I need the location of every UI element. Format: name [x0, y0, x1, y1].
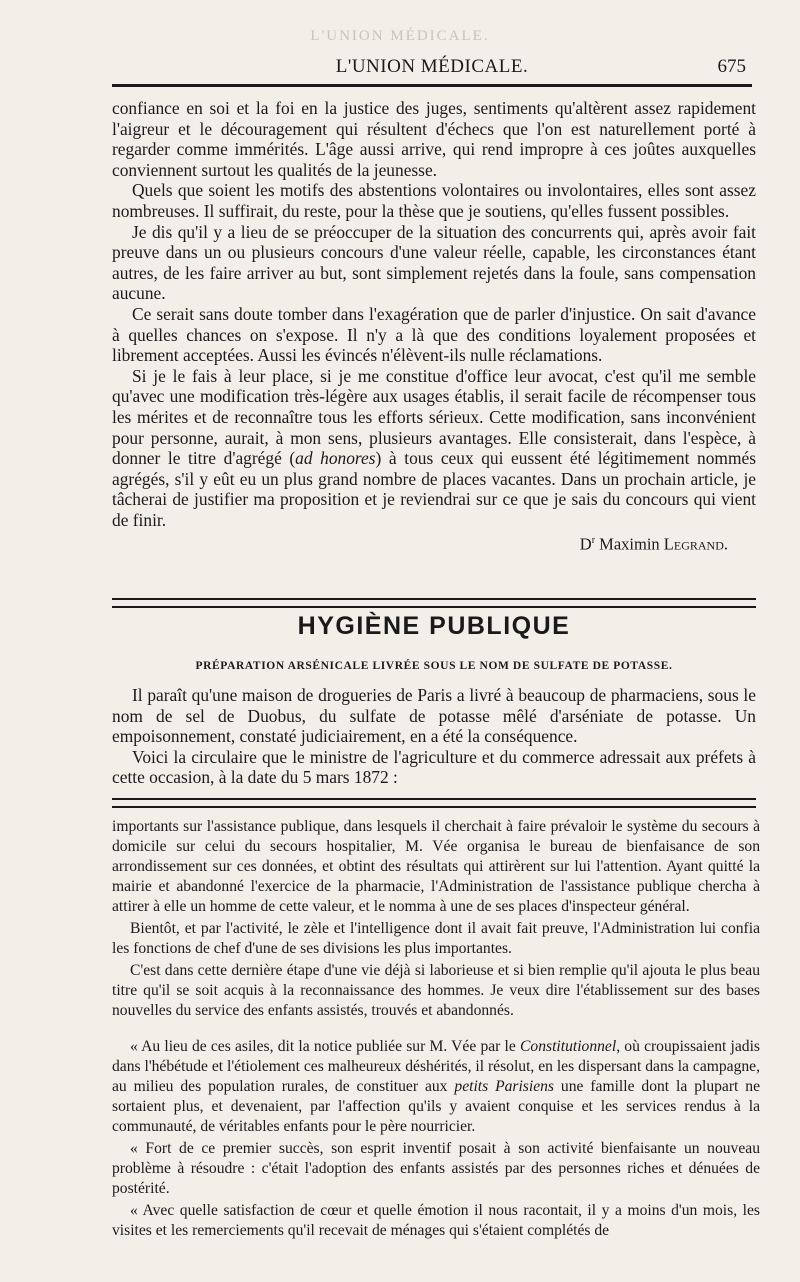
section-divider [112, 598, 756, 608]
running-header [112, 56, 752, 87]
author-signature [112, 531, 728, 555]
italic-phrase: petits Parisiens [454, 1078, 554, 1095]
paragraph-text: ) à tous ceux qui eussent été légitimement nommés agrégés, s'il y eût eu un plus grand nombre de places vacantes. Dans un prochain article, je tâcherai de justifier ma proposition et je reviendrai sur ce que je sais du concours qui vient de finir. [112, 448, 756, 530]
paragraph-text: Si je le fais à leur place, si je me constitue d'office leur avocat, c'est qu'il me semble qu'avec une modification très-légère aux usages établis, il serait facile de récompenser tous les mérites et de reconnaître tous les efforts sérieux. Cette modification, sans inconvénient pour personne, aurait, à mon sens, plusieurs avantages. Elle consisterait, dans l'espèce, à donner le titre d'agrégé ( [112, 365, 756, 469]
signature-title: D [579, 534, 592, 554]
article-continuation [112, 98, 756, 556]
section-subtitle: PRÉPARATION ARSÉNICALE LIVRÉE SOUS LE NOM DE SULFATE DE POTASSE. [195, 660, 673, 672]
feuilleton-text [112, 817, 760, 1243]
paragraph: Il paraît qu'une maison de drogueries de Paris a livré à beaucoup de pharmaciens, sous le nom de sel de Duobus, du sulfate de potasse mêlé d'arséniate de potasse. Un empoisonnement, constaté judiciairement, en a été la conséquence. [112, 685, 756, 747]
paragraph: Quels que soient les motifs des abstentions volontaires ou involontaires, elles sont assez nombreuses. Il suffirait, du reste, pour la thèse que je soutiens, qu'elles fussent possibles. [112, 180, 756, 221]
quote-text: une famille dont la plupart ne sortaient plus, et devenaient, par l'affection qu'ils y avaient conquise et les services rendus à la communauté, de véritables enfants pour le père nourricier. [112, 1078, 761, 1135]
quotation [112, 1037, 760, 1137]
paragraph: Je dis qu'il y a lieu de se préoccuper de la situation des concurrents qui, après avoir fait preuve dans un ou plusieurs concours d'une valeur réelle, capable, les circonstances étant autres, de les faire arriver au but, sont simplement rejetés dans la foule, sans compensation aucune. [112, 221, 756, 304]
quotation: « Avec quelle satisfaction de cœur et quelle émotion il nous racontait, il y a moins d'un mois, les visites et les remerciements qu'il recevait de ménages qui s'étaient complétés de [112, 1202, 760, 1239]
paragraph: Ce serait sans doute tomber dans l'exagération que de parler d'injustice. On sait d'avance à quelles chances on s'expose. Il n'y a là que des conditions loyalement proposées et librement acceptées. Aussi les évincés n'élèvent-ils nulle réclamations. [112, 303, 756, 366]
signature-first-name: Maximin [595, 534, 664, 554]
paragraph [112, 366, 756, 531]
paragraph: C'est dans cette dernière étape d'une vie déjà si laborieuse et si bien remplie qu'il ajouta le plus beau titre qu'il se soit acquis à la reconnaissance des hommes. Je veux dire l'établissement sur des bases nouvelles du service des enfants assistés, trouvés et abandonnés. [112, 962, 760, 1019]
quote-text: , où croupissaient jadis dans l'hébétude et l'étiolement ces malheureux déshérités, il résolut, en les dispersant dans la campagne, au milieu des population rurales, de constituer aux [112, 1038, 760, 1095]
signature-title-sup: r [591, 535, 596, 547]
quotation: « Fort de ce premier succès, son esprit inventif posait à son activité bienfaisante un nouveau problème à résoudre : c'était l'adoption des enfants assistés par des personnes riches et dénuées de postérité. [112, 1140, 760, 1197]
spacer [112, 1023, 760, 1037]
hygiene-article [112, 685, 756, 788]
quote-text: « Au lieu de ces asiles, dit la notice publiée sur M. Vée par le [130, 1038, 521, 1055]
journal-title: L'UNION MÉDICALE. [335, 56, 529, 77]
paragraph: importants sur l'assistance publique, dans lesquels il cherchait à faire prévaloir le système du secours à domicile sur celui du secours hospitalier, M. Vée organisa le bureau de bienfaisance de son arrondissement sur ces données, et obtint des résultats qui attirèrent sur lui l'attention. Ayant quitté la mairie et abandonné l'exercice de la pharmacie, l'Administration de l'assistance publique chercha à attirer à elle un homme de cette valeur, et le nomma à une de ses places d'inspecteur général. [112, 818, 760, 915]
paragraph: Bientôt, et par l'activité, le zèle et l'intelligence dont il avait fait preuve, l'Administration lui confia les fonctions de chef d'une de ses divisions les plus importantes. [112, 920, 760, 957]
italic-phrase: ad honores [295, 448, 376, 469]
italic-phrase: Constitutionnel [520, 1038, 617, 1055]
page-number: 675 [717, 56, 746, 77]
bleed-through-header: L'UNION MÉDICALE. [310, 28, 490, 44]
paragraph: confiance en soi et la foi en la justice des juges, sentiments qu'altèrent assez rapidement l'aigreur et le découragement qui résultent d'échecs que l'on est naturellement porté à regarder comme immérités. L'âge aussi arrive, qui rend impropre à ces joûtes auxquelles conviennent surtout les qualités de la jeunesse. [112, 98, 756, 180]
paragraph: Voici la circulaire que le ministre de l'agriculture et du commerce adressait aux préfets à cette occasion, à la date du 5 mars 1872 : [112, 746, 756, 788]
section-title: HYGIÈNE PUBLIQUE [297, 612, 571, 640]
column-divider [112, 798, 756, 808]
signature-last-name: Legrand. [663, 534, 728, 554]
